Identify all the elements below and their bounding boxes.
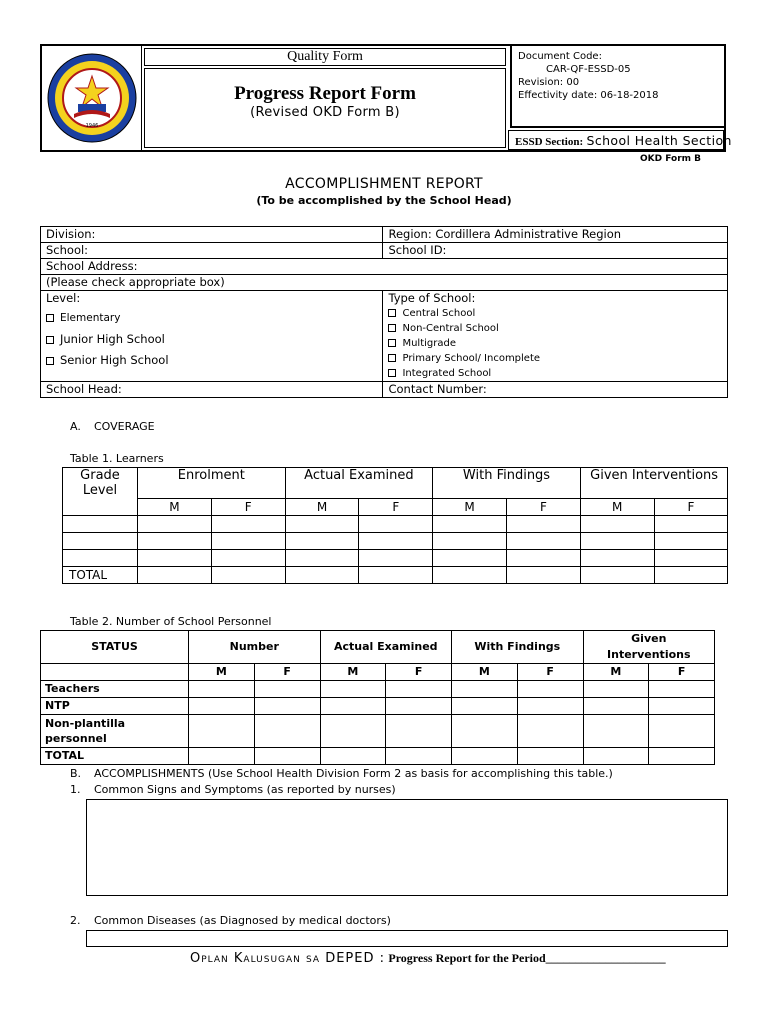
table2-caption: Table 2. Number of School Personnel: [70, 615, 272, 628]
table-cell[interactable]: [138, 533, 212, 550]
table-cell[interactable]: [285, 533, 359, 550]
table-cell[interactable]: [320, 748, 386, 765]
table-cell[interactable]: [580, 567, 654, 584]
table-cell[interactable]: [649, 698, 715, 715]
table-cell[interactable]: [359, 533, 433, 550]
personnel-table: [40, 630, 715, 765]
table-cell[interactable]: [138, 567, 212, 584]
check-note: (Please check appropriate box): [41, 275, 728, 291]
table-cell[interactable]: [211, 516, 285, 533]
table-cell[interactable]: [649, 681, 715, 698]
table-cell[interactable]: [580, 533, 654, 550]
table-cell[interactable]: [517, 715, 583, 748]
table-cell[interactable]: [189, 698, 255, 715]
school-type-cell: [383, 291, 728, 382]
table-cell[interactable]: [359, 567, 433, 584]
level-option-elementary[interactable]: Elementary: [46, 308, 377, 329]
header-given-interventions: Given Interventions: [580, 468, 728, 499]
school-address-field[interactable]: School Address:: [41, 259, 728, 275]
type-option-non-central[interactable]: Non-Central School: [388, 321, 722, 336]
table-cell[interactable]: [452, 681, 518, 698]
oplan-label: Oplan Kalusugan sa DEPED :: [190, 951, 386, 966]
table-cell[interactable]: [517, 698, 583, 715]
table-row: [63, 550, 728, 567]
col-f: F: [211, 499, 285, 516]
section-b-heading: B. ACCOMPLISHMENTS (Use School Health Division Form 2 as basis for accomplishing this table.): [70, 767, 613, 780]
table-cell: [41, 664, 189, 681]
header-with-findings: With Findings: [433, 468, 581, 499]
checkbox-icon[interactable]: [46, 314, 54, 322]
table1-caption: Table 1. Learners: [70, 452, 164, 465]
checkbox-icon[interactable]: [46, 336, 54, 344]
svg-text:1946: 1946: [85, 123, 99, 129]
okd-form-label: OKD Form B: [640, 154, 702, 164]
table-cell[interactable]: [254, 698, 320, 715]
checkbox-icon[interactable]: [388, 309, 396, 317]
table-cell[interactable]: [433, 567, 507, 584]
col-m: M: [189, 664, 255, 681]
level-option-senior-high[interactable]: Senior High School: [46, 350, 377, 371]
type-option-primary[interactable]: Primary School/ Incomplete: [388, 351, 722, 366]
document-code: CAR-QF-ESSD-05: [546, 64, 631, 75]
col-f: F: [649, 664, 715, 681]
learners-table: [62, 467, 728, 584]
col-m: M: [320, 664, 386, 681]
common-diseases-textarea[interactable]: [86, 930, 728, 947]
table-row: [63, 516, 728, 533]
table-cell[interactable]: [649, 715, 715, 748]
logo-cell: [42, 46, 142, 150]
level-label: Level:: [46, 291, 81, 305]
table-cell[interactable]: [386, 698, 452, 715]
table-cell[interactable]: [254, 748, 320, 765]
type-label: Type of School:: [388, 291, 476, 305]
checkbox-icon[interactable]: [388, 339, 396, 347]
col-f: F: [507, 499, 581, 516]
table-cell[interactable]: [507, 533, 581, 550]
form-title: Progress Report Form: [234, 83, 416, 104]
revision: Revision: 00: [518, 77, 580, 88]
table-cell[interactable]: [63, 533, 138, 550]
header-number: Number: [189, 631, 321, 664]
form-header: [40, 44, 732, 152]
table-cell[interactable]: [211, 550, 285, 567]
row-label-teachers: Teachers: [41, 681, 189, 698]
type-option-multigrade[interactable]: Multigrade: [388, 336, 722, 351]
col-f: F: [359, 499, 433, 516]
col-m: M: [285, 499, 359, 516]
table-cell[interactable]: [285, 567, 359, 584]
quality-form-label: Quality Form: [144, 48, 506, 66]
table-cell[interactable]: [138, 516, 212, 533]
table-cell[interactable]: [189, 748, 255, 765]
table-cell[interactable]: [433, 550, 507, 567]
header-enrolment: Enrolment: [138, 468, 286, 499]
table-cell[interactable]: [654, 550, 728, 567]
table-cell[interactable]: [359, 516, 433, 533]
table-cell[interactable]: [189, 681, 255, 698]
essd-label: ESSD Section:: [515, 136, 584, 148]
table-cell[interactable]: [254, 715, 320, 748]
col-f: F: [517, 664, 583, 681]
checkbox-icon[interactable]: [46, 357, 54, 365]
col-f: F: [654, 499, 728, 516]
table-cell[interactable]: [386, 681, 452, 698]
title-cell: [144, 68, 506, 148]
table-cell[interactable]: [583, 748, 649, 765]
period-field[interactable]: Progress Report for the Period____________________: [388, 951, 666, 965]
table-cell[interactable]: [654, 516, 728, 533]
header-given-interventions: Given Interventions: [583, 631, 715, 664]
table-cell[interactable]: [359, 550, 433, 567]
essd-section: [508, 130, 732, 150]
header-with-findings: With Findings: [452, 631, 584, 664]
col-f: F: [254, 664, 320, 681]
row-label-non-plantilla: Non-plantilla personnel: [41, 715, 189, 748]
region-field[interactable]: Region: Cordillera Administrative Region: [383, 227, 728, 243]
row-label-total: TOTAL: [41, 748, 189, 765]
total-row: [41, 748, 715, 765]
table-cell[interactable]: [433, 533, 507, 550]
total-row: [63, 567, 728, 584]
essd-value: School Health Section: [586, 133, 732, 148]
table-cell[interactable]: [507, 550, 581, 567]
col-m: M: [580, 499, 654, 516]
signs-symptoms-textarea[interactable]: [86, 799, 728, 896]
table-cell[interactable]: [320, 681, 386, 698]
table-cell[interactable]: [285, 516, 359, 533]
table-row: [41, 681, 715, 698]
item-2-heading: 2. Common Diseases (as Diagnosed by medical doctors): [70, 914, 391, 927]
checkbox-icon[interactable]: [388, 324, 396, 332]
table-cell[interactable]: [320, 715, 386, 748]
table-cell[interactable]: [517, 681, 583, 698]
footer-period-line: [190, 951, 666, 966]
table-cell[interactable]: [433, 516, 507, 533]
item-1-heading: 1. Common Signs and Symptoms (as reported by nurses): [70, 783, 396, 796]
col-m: M: [452, 664, 518, 681]
school-field[interactable]: School:: [41, 243, 383, 259]
table-cell[interactable]: [285, 550, 359, 567]
table-row: [63, 533, 728, 550]
table-cell[interactable]: [211, 533, 285, 550]
table-cell[interactable]: [580, 550, 654, 567]
section-a-heading: A. COVERAGE: [70, 420, 155, 433]
table-cell[interactable]: [386, 715, 452, 748]
deped-seal-logo: [44, 48, 140, 148]
effectivity-date: Effectivity date: 06-18-2018: [518, 90, 659, 101]
table-cell[interactable]: [386, 748, 452, 765]
table-row: [41, 715, 715, 748]
table-cell[interactable]: [507, 567, 581, 584]
col-f: F: [386, 664, 452, 681]
school-id-field[interactable]: School ID:: [383, 243, 728, 259]
report-subtitle: (To be accomplished by the School Head): [256, 194, 512, 207]
header-status: STATUS: [41, 631, 189, 664]
document-code-label: Document Code:: [518, 51, 602, 62]
table-cell[interactable]: [649, 748, 715, 765]
table-cell[interactable]: [211, 567, 285, 584]
document-info: [510, 46, 724, 128]
table-cell[interactable]: [583, 698, 649, 715]
col-m: M: [433, 499, 507, 516]
table-cell[interactable]: [452, 698, 518, 715]
level-option-junior-high[interactable]: Junior High School: [46, 329, 377, 350]
table-row: [41, 698, 715, 715]
col-m: M: [138, 499, 212, 516]
table-cell[interactable]: [452, 715, 518, 748]
checkbox-icon[interactable]: [388, 354, 396, 362]
table-cell[interactable]: [517, 748, 583, 765]
table-cell[interactable]: [63, 550, 138, 567]
table-cell[interactable]: [654, 567, 728, 584]
level-cell: [41, 291, 383, 382]
table-cell[interactable]: [583, 715, 649, 748]
table-cell[interactable]: [654, 533, 728, 550]
table-cell[interactable]: [254, 681, 320, 698]
table-cell[interactable]: [452, 748, 518, 765]
contact-number-field[interactable]: Contact Number:: [383, 382, 728, 398]
total-label: TOTAL: [63, 567, 138, 584]
checkbox-icon[interactable]: [388, 369, 396, 377]
school-head-field[interactable]: School Head:: [41, 382, 383, 398]
report-title: ACCOMPLISHMENT REPORT: [285, 176, 483, 192]
form-subtitle: (Revised OKD Form B): [250, 105, 400, 120]
table-cell[interactable]: [580, 516, 654, 533]
school-info-table: [40, 226, 728, 398]
type-option-central[interactable]: Central School: [388, 306, 722, 321]
header-actual-examined: Actual Examined: [285, 468, 433, 499]
header-actual-examined: Actual Examined: [320, 631, 452, 664]
row-label-ntp: NTP: [41, 698, 189, 715]
header-grade-level: Grade Level: [63, 468, 138, 516]
table-cell[interactable]: [583, 681, 649, 698]
type-option-integrated[interactable]: Integrated School: [388, 366, 722, 381]
col-m: M: [583, 664, 649, 681]
division-field[interactable]: Division:: [41, 227, 383, 243]
table-cell[interactable]: [189, 715, 255, 748]
table-cell[interactable]: [138, 550, 212, 567]
table-cell[interactable]: [63, 516, 138, 533]
table-cell[interactable]: [320, 698, 386, 715]
table-cell[interactable]: [507, 516, 581, 533]
